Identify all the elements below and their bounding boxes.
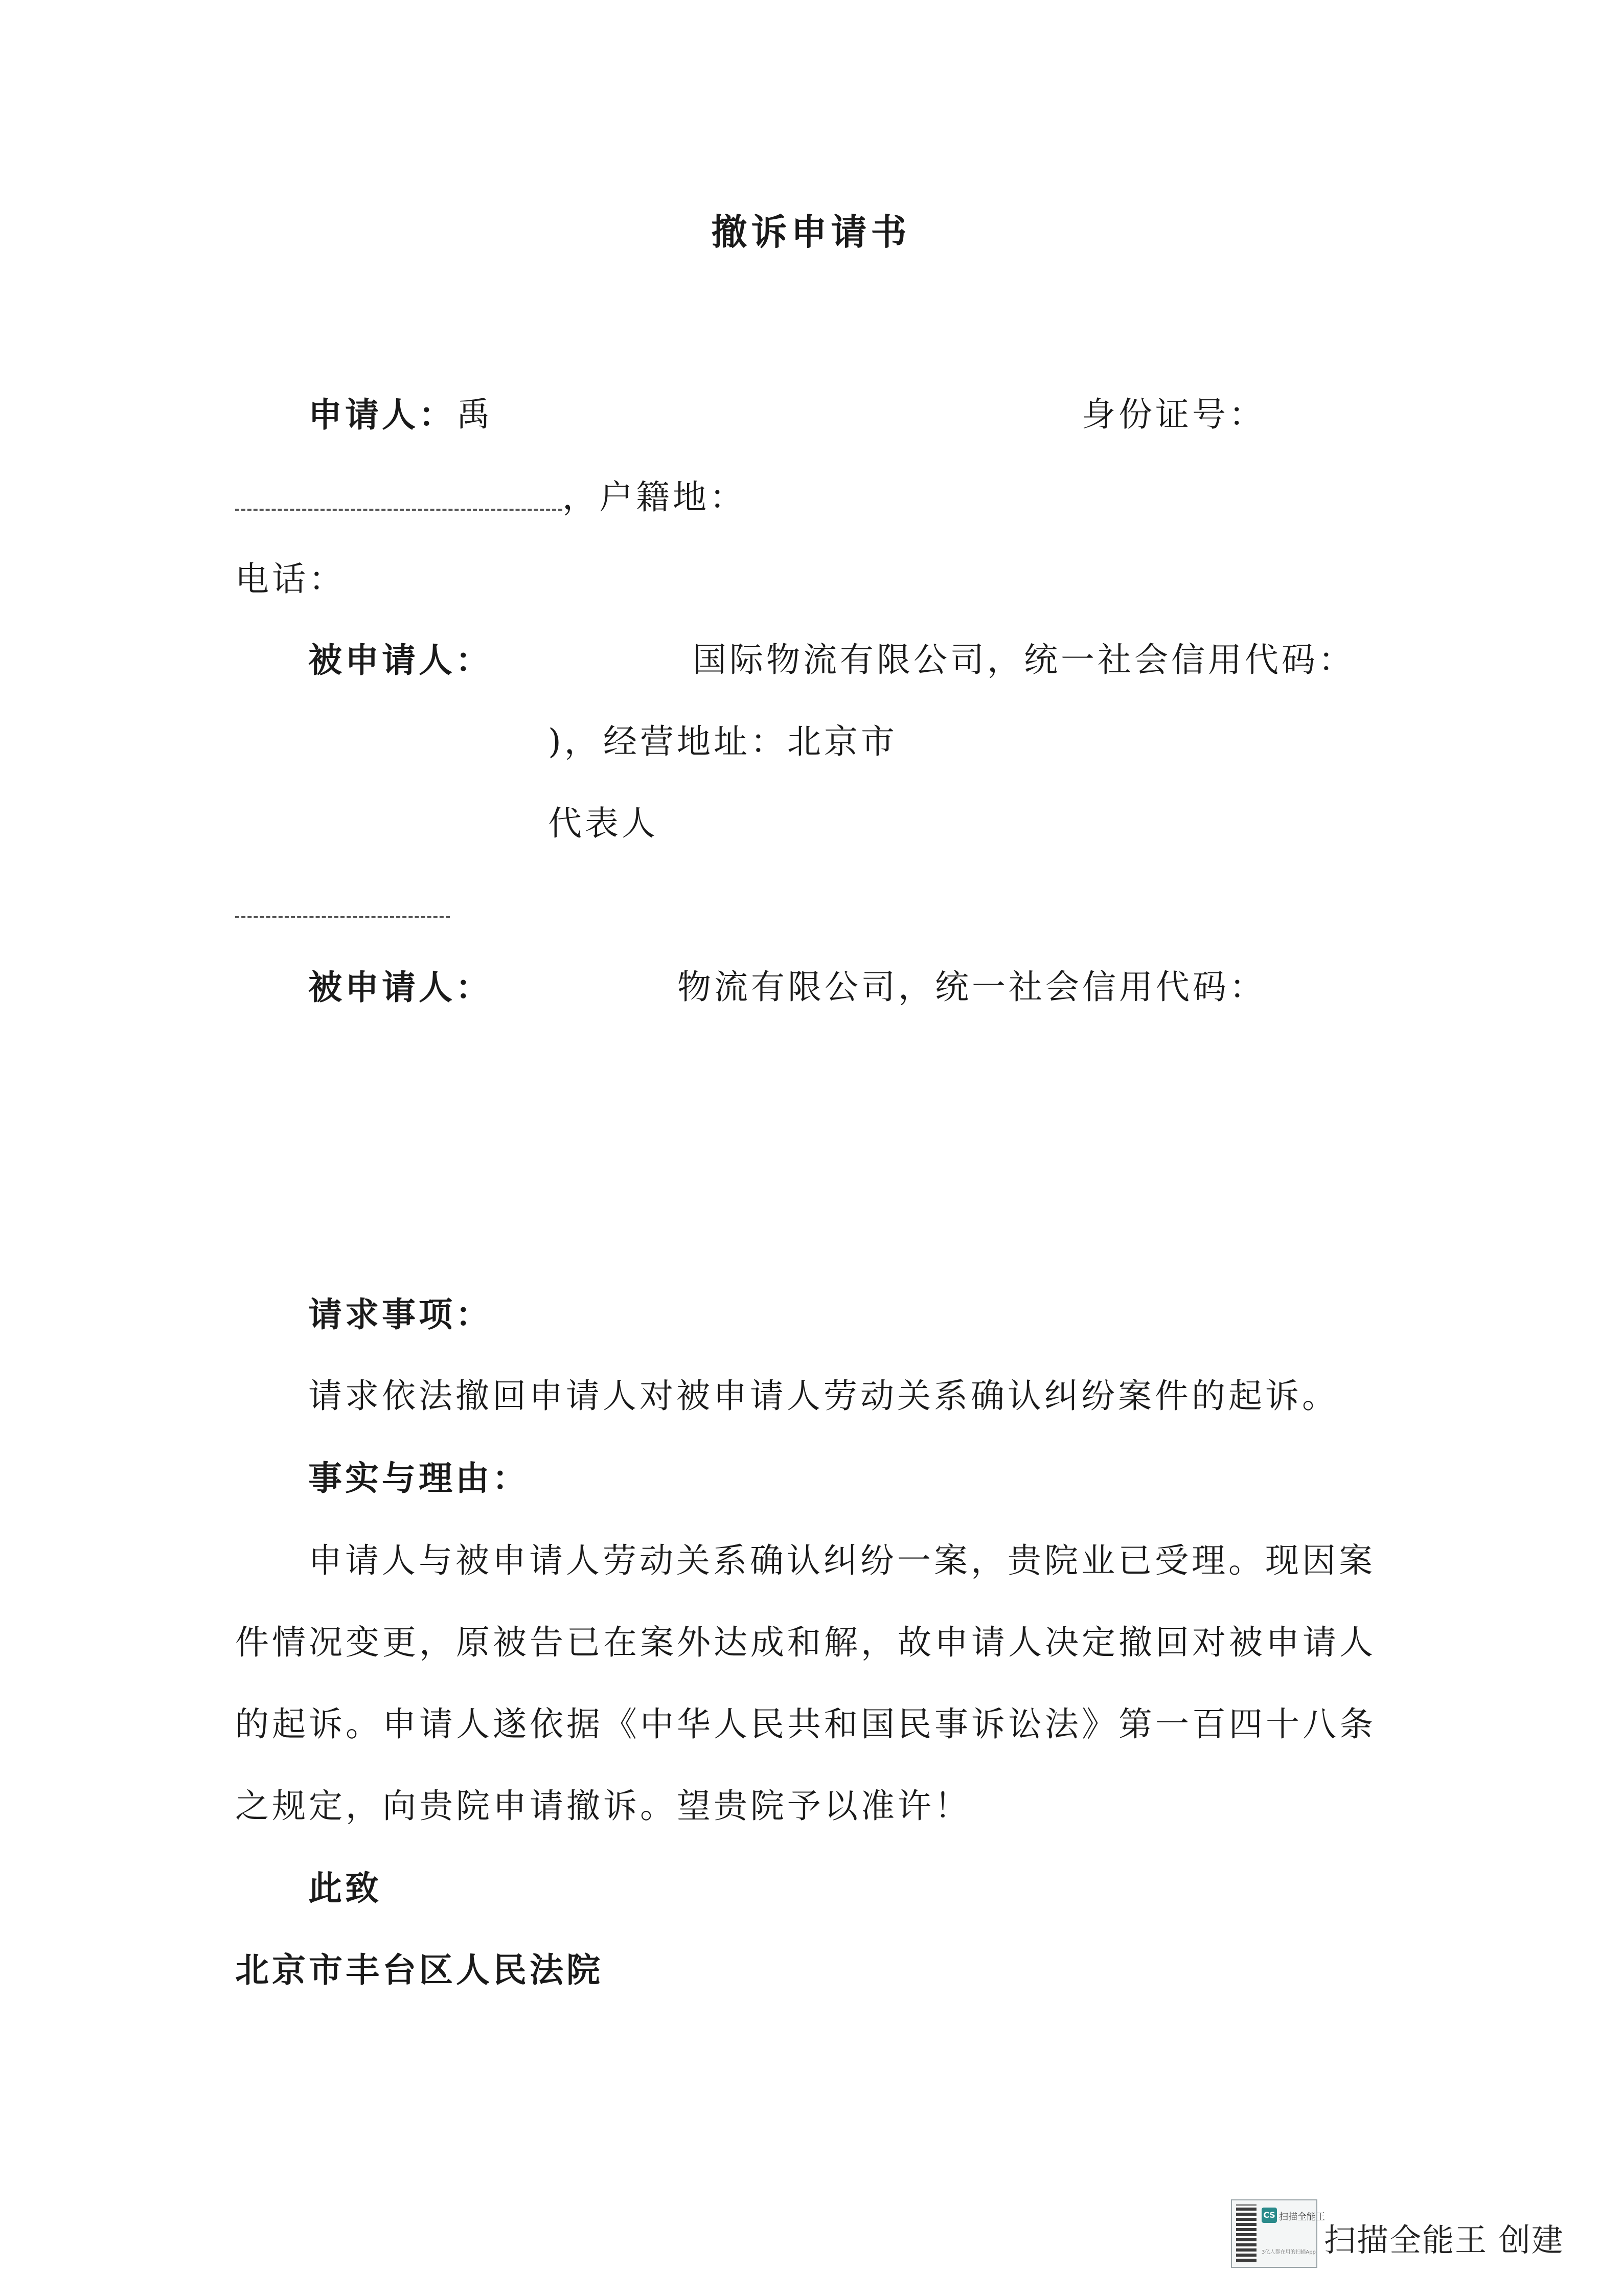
facts-line: 的起诉。申请人遂依据《中华人民共和国民事诉讼法》第一百四十八条 xyxy=(235,1704,1376,1744)
respondent-1-representative: 代表人 xyxy=(548,804,658,843)
document-title: 撤诉申请书 xyxy=(711,211,911,253)
facts-line: 之规定，向贵院申请撤诉。望贵院予以准许！ xyxy=(235,1786,971,1826)
residence-label: ，户籍地： xyxy=(562,478,746,517)
court-name: 北京市丰台区人民法院 xyxy=(235,1950,603,1990)
respondent-1-label: 被申请人： xyxy=(308,640,492,680)
applicant-name: 禹 xyxy=(456,395,493,434)
camscanner-tagline: 3亿人都在用的扫描App xyxy=(1262,2249,1316,2255)
redacted-phone-number xyxy=(235,916,450,918)
phone-label: 电话： xyxy=(235,559,346,599)
qr-code-icon xyxy=(1236,2204,1257,2262)
camscanner-badge xyxy=(1231,2199,1325,2268)
id-number-label: 身份证号： xyxy=(1082,395,1266,434)
respondent-2-company: 物流有限公司，统一社会信用代码： xyxy=(677,967,1266,1007)
facts-line: 申请人与被申请人劳动关系确认纠纷一案，贵院业已受理。现因案 xyxy=(308,1541,1376,1580)
claims-text: 请求依法撤回申请人对被申请人劳动关系确认纠纷案件的起诉。 xyxy=(308,1376,1339,1416)
applicant-label: 申请人： xyxy=(308,395,455,435)
camscanner-logo-icon: CS xyxy=(1262,2208,1277,2223)
camscanner-app-name: 扫描全能王 xyxy=(1279,2212,1325,2222)
facts-heading: 事实与理由： xyxy=(308,1458,529,1498)
watermark-caption: 扫描全能王 创建 xyxy=(1324,2221,1564,2259)
respondent-1-address-prefix: )， xyxy=(548,722,601,761)
salutation: 此致 xyxy=(308,1868,382,1908)
respondent-1-address: 经营地址：北京市 xyxy=(603,722,898,761)
redacted-id-number xyxy=(235,509,562,511)
claims-heading: 请求事项： xyxy=(308,1294,492,1334)
respondent-1-company: 国际物流有限公司，统一社会信用代码： xyxy=(693,640,1355,679)
respondent-2-label: 被申请人： xyxy=(308,967,492,1007)
scanner-watermark xyxy=(1231,2199,1609,2271)
facts-line: 件情况变更，原被告已在案外达成和解，故申请人决定撤回对被申请人 xyxy=(235,1623,1376,1662)
